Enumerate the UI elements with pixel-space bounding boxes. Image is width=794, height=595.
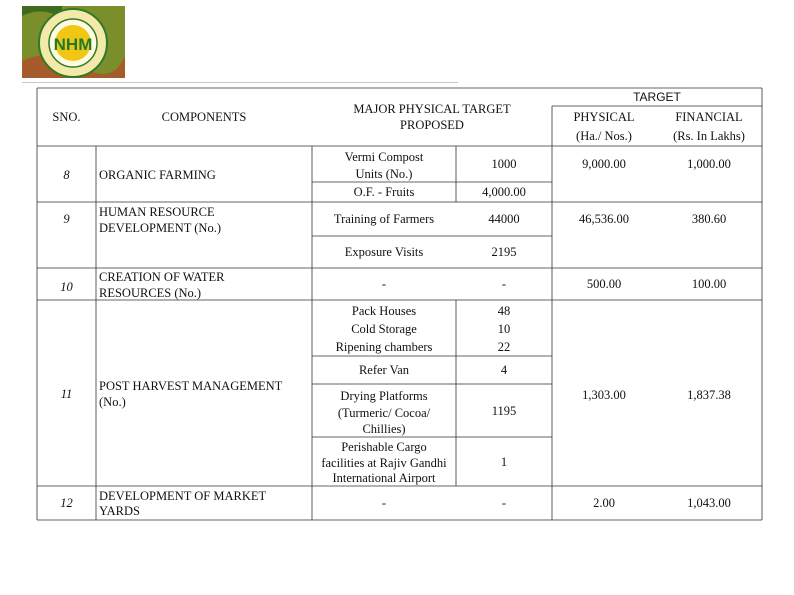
row8-item2-value: 4,000.00 [482, 185, 526, 199]
row12-item-value: - [501, 496, 507, 510]
row11-item-refer-van: Refer Van [358, 363, 410, 377]
header-physical-line2: (Ha./ Nos.) [576, 129, 632, 143]
row11-item-cargo-line2: facilities at Rajiv Gandhi [321, 456, 447, 470]
row8-item1-value: 1000 [491, 157, 517, 171]
row12-sno: 12 [60, 496, 73, 510]
row9-item2-value: 2195 [491, 245, 517, 259]
row11-value-pack-houses: 48 [497, 303, 511, 318]
header-sno: SNO. [52, 110, 81, 124]
row9-sno: 9 [63, 212, 70, 226]
header-target: TARGET [633, 90, 681, 104]
row8-item1-line1: Vermi Compost [344, 149, 424, 164]
row9-financial: 380.60 [691, 212, 727, 226]
header-components: COMPONENTS [161, 110, 247, 124]
row9-item1: Training of Farmers [333, 212, 435, 226]
header-major-target-line1: MAJOR PHYSICAL TARGET [353, 102, 511, 116]
row11-physical: 1,303.00 [582, 388, 626, 402]
row10-component-line1: CREATION OF WATER [99, 270, 225, 284]
row8-item2: O.F. - Fruits [353, 185, 415, 199]
row11-financial: 1,837.38 [687, 388, 731, 402]
row11-value-cold-storage: 10 [497, 321, 511, 336]
row12-item: - [381, 496, 387, 510]
row10-component-line2: RESOURCES (No.) [99, 286, 202, 300]
row11-value-refer-van: 4 [500, 363, 508, 377]
row8-component: ORGANIC FARMING [99, 168, 216, 182]
logo-emblem-text: NHM [53, 35, 93, 54]
row12-component-line1: DEVELOPMENT OF MARKET [99, 489, 267, 503]
row10-sno: 10 [60, 280, 73, 294]
row8-item1-line2: Units (No.) [355, 166, 413, 181]
row10-item-value: - [501, 277, 507, 291]
row11-item-cold-storage: Cold Storage [351, 321, 417, 336]
row11-value-ripening: 22 [497, 339, 511, 354]
row11-item-drying-line1: Drying Platforms [340, 388, 428, 403]
row8-sno: 8 [63, 168, 70, 182]
row10-financial: 100.00 [691, 277, 727, 291]
row11-item-ripening: Ripening chambers [335, 339, 433, 354]
row12-component-line2: YARDS [99, 504, 140, 518]
row10-physical: 500.00 [586, 277, 622, 291]
row10-item: - [381, 277, 387, 291]
header-physical-line1: PHYSICAL [573, 110, 635, 124]
row9-component-line2: DEVELOPMENT (No.) [99, 221, 221, 235]
row11-value-drying: 1195 [491, 403, 517, 418]
header-financial-line2: (Rs. In Lakhs) [673, 129, 745, 143]
row11-item-pack-houses: Pack Houses [351, 303, 417, 318]
header-major-target-line2: PROPOSED [400, 118, 464, 132]
row11-sno: 11 [60, 387, 73, 401]
row11-item-cargo-line3: International Airport [332, 471, 436, 485]
row9-physical: 46,536.00 [579, 212, 629, 226]
row8-financial: 1,000.00 [687, 157, 731, 171]
row8-physical: 9,000.00 [582, 157, 626, 171]
row11-component-line2: (No.) [99, 395, 126, 409]
row12-physical: 2.00 [593, 496, 615, 510]
row11-item-drying-line2: (Turmeric/ Cocoa/ [337, 405, 431, 420]
row11-value-cargo: 1 [500, 454, 508, 469]
row12-financial: 1,043.00 [687, 496, 731, 510]
row9-component-line1: HUMAN RESOURCE [99, 205, 215, 219]
row11-item-cargo-line1: Perishable Cargo [341, 440, 427, 454]
row11-item-drying-line3: Chillies) [362, 421, 406, 436]
row11-component-line1: POST HARVEST MANAGEMENT [99, 379, 283, 393]
row9-item2: Exposure Visits [344, 245, 424, 259]
row9-item1-value: 44000 [488, 212, 520, 226]
header-financial-line1: FINANCIAL [675, 110, 743, 124]
